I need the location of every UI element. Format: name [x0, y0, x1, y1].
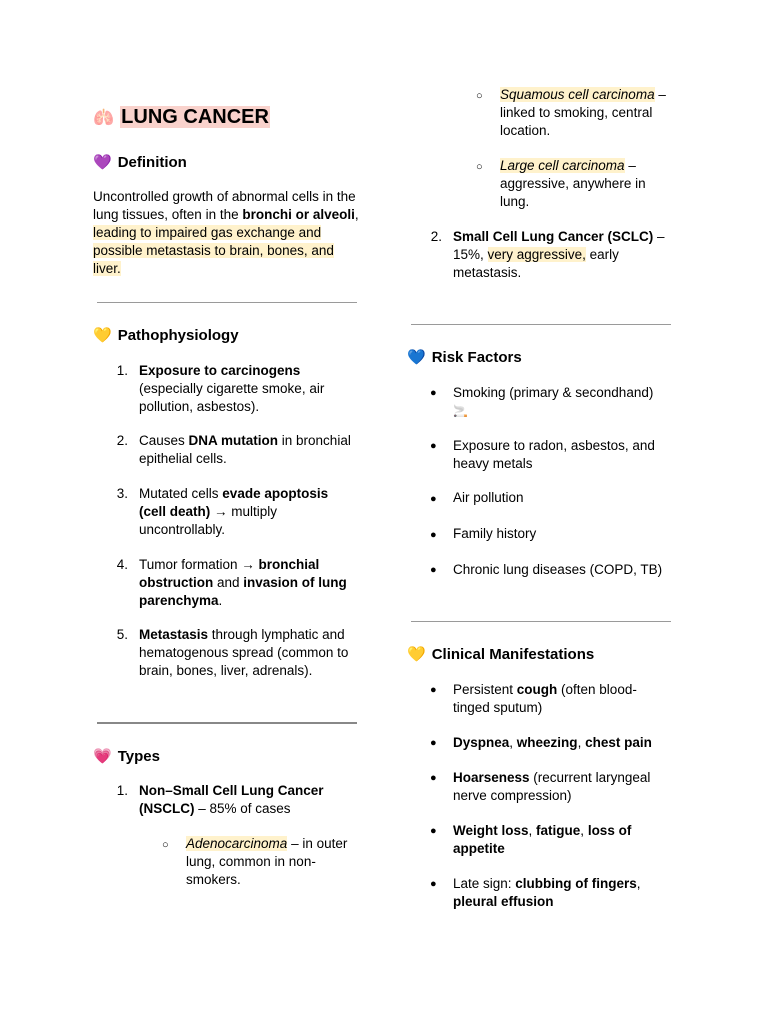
item-bold: loss of appetite: [453, 823, 632, 856]
item-bold: cough: [516, 682, 558, 697]
risk-heading-text: Risk Factors: [431, 349, 522, 366]
item-text: through lymphatic and hematogenous spread (common to brain, bones, liver, adrenals).: [139, 627, 349, 678]
risk-heading: [407, 349, 522, 367]
blue-heart-icon: 💙: [407, 349, 426, 366]
bullet: ●: [430, 387, 437, 399]
item-bold: pleural effusion: [453, 894, 554, 909]
list-item: [139, 362, 364, 416]
item-bold: bronchial obstruction: [139, 557, 320, 590]
yellow-heart-icon: 💛: [407, 646, 426, 663]
definition-heading: [93, 154, 187, 172]
clinical-heading: [407, 646, 594, 664]
item-bold: Non–Small Cell Lung Cancer (NSCLC): [139, 783, 324, 816]
list-number: 5.: [116, 627, 128, 642]
bullet: ●: [430, 440, 437, 452]
list-item: [186, 835, 361, 889]
subtype-highlight: Adenocarcinoma: [186, 836, 288, 851]
item-bold: fatigue: [536, 823, 581, 838]
subtype-highlight: Large cell carcinoma: [500, 158, 625, 173]
item-text: and: [213, 575, 244, 590]
bullet: ●: [430, 493, 437, 505]
item-text: in bronchial epithelial cells.: [139, 433, 351, 466]
bullet: ●: [430, 772, 437, 784]
yellow-heart-icon: 💛: [93, 327, 112, 344]
item-text: ,: [636, 876, 641, 891]
list-item: Air pollution: [453, 490, 524, 505]
list-number: 4.: [116, 557, 128, 572]
list-item: [139, 485, 354, 539]
subtype-highlight: Squamous cell carcinoma: [500, 87, 655, 102]
circle-bullet: ○: [476, 161, 483, 173]
page-title-text: LUNG CANCER: [121, 106, 269, 128]
item-highlight: very aggressive,: [487, 247, 586, 262]
item-text: – 85% of cases: [194, 801, 291, 816]
item-bold: clubbing of fingers: [515, 876, 637, 891]
item-bold: Small Cell Lung Cancer (SCLC): [453, 229, 654, 244]
divider: [411, 324, 671, 325]
bullet: ●: [430, 737, 437, 749]
patho-heading-text: Pathophysiology: [117, 327, 239, 344]
list-item: Chronic lung diseases (COPD, TB): [453, 562, 663, 577]
circle-bullet: ○: [476, 90, 483, 102]
definition-comma: ,: [354, 207, 359, 222]
item-bold: wheezing: [516, 735, 578, 750]
list-item: [139, 782, 354, 818]
item-bold: evade apoptosis (cell death): [139, 486, 329, 519]
types-heading-text: Types: [117, 748, 160, 765]
divider: [97, 302, 357, 303]
item-bold: chest pain: [585, 735, 652, 750]
bullet: ●: [430, 825, 437, 837]
item-text: ,: [577, 735, 586, 750]
item-bold: Hoarseness: [453, 770, 530, 785]
clinical-heading-text: Clinical Manifestations: [431, 646, 595, 663]
list-item: [453, 228, 673, 282]
list-item: [453, 822, 653, 858]
list-item: [139, 432, 364, 468]
patho-heading: [93, 327, 239, 345]
item-bold: DNA mutation: [188, 433, 279, 448]
list-item: [453, 681, 638, 717]
item-text: – aggressive, anywhere in lung.: [500, 158, 646, 209]
item-text: .: [218, 593, 223, 608]
bullet: ●: [430, 878, 437, 890]
pink-heart-icon: 💗: [93, 748, 112, 765]
list-item: [139, 556, 364, 610]
bullet: ●: [430, 684, 437, 696]
list-item: [453, 769, 678, 805]
list-item: [453, 734, 683, 752]
list-item: Family history: [453, 526, 537, 541]
bullet: ●: [430, 529, 437, 541]
list-item: [453, 384, 678, 420]
list-item: [139, 626, 364, 680]
item-text: ,: [509, 735, 517, 750]
item-text: early metastasis.: [453, 247, 619, 280]
item-text: Tumor formation →: [139, 557, 259, 572]
item-bold: Weight loss: [453, 823, 529, 838]
bullet: ●: [430, 564, 437, 576]
item-text: Causes: [139, 433, 189, 448]
item-text: → multiply uncontrollably.: [139, 504, 278, 537]
list-number: 3.: [116, 486, 128, 501]
types-heading: [93, 748, 160, 766]
page-title: [93, 108, 270, 127]
item-text: (recurrent laryngeal nerve compression): [453, 770, 651, 803]
item-text: ,: [528, 823, 537, 838]
item-bold: Metastasis: [139, 627, 209, 642]
definition-bold: bronchi or alveoli: [242, 207, 355, 222]
item-text: ,: [580, 823, 588, 838]
definition-highlight: leading to impaired gas exchange and possible metastasis to brain, bones, and liver.: [93, 225, 334, 276]
item-text: Persistent: [453, 682, 517, 697]
item-bold: invasion of lung parenchyma: [139, 575, 347, 608]
divider: [97, 722, 357, 724]
purple-heart-icon: 💜: [93, 154, 112, 171]
list-number: 2.: [116, 433, 128, 448]
list-number: 2.: [430, 229, 442, 244]
list-item: Exposure to radon, asbestos, and heavy metals: [453, 438, 655, 471]
list-item: [453, 875, 678, 911]
definition-paragraph: [93, 188, 363, 278]
divider: [411, 621, 671, 622]
list-item: [500, 157, 665, 211]
list-item: [500, 86, 680, 140]
circle-bullet: ○: [162, 839, 169, 851]
item-text: – 15%,: [453, 229, 665, 262]
item-text: Late sign:: [453, 876, 516, 891]
item-bold: Dyspnea: [453, 735, 510, 750]
definition-text: Uncontrolled growth of abnormal cells in the lung tissues, often in the: [93, 189, 356, 222]
item-text: (often blood-tinged sputum): [453, 682, 637, 715]
list-number: 1.: [116, 363, 128, 378]
cigarette-icon: 🚬: [453, 404, 468, 418]
list-number: 1.: [116, 783, 128, 798]
definition-heading-text: Definition: [117, 154, 187, 171]
item-text: Smoking (primary & secondhand): [453, 385, 654, 400]
lungs-icon: 🫁: [93, 108, 115, 127]
item-text: Mutated cells: [139, 486, 223, 501]
item-bold: Exposure to carcinogens: [139, 363, 301, 378]
item-text: – in outer lung, common in non-smokers.: [186, 836, 348, 887]
item-text: – linked to smoking, central location.: [500, 87, 666, 138]
item-text: (especially cigarette smoke, air pollution, asbestos).: [139, 381, 325, 414]
